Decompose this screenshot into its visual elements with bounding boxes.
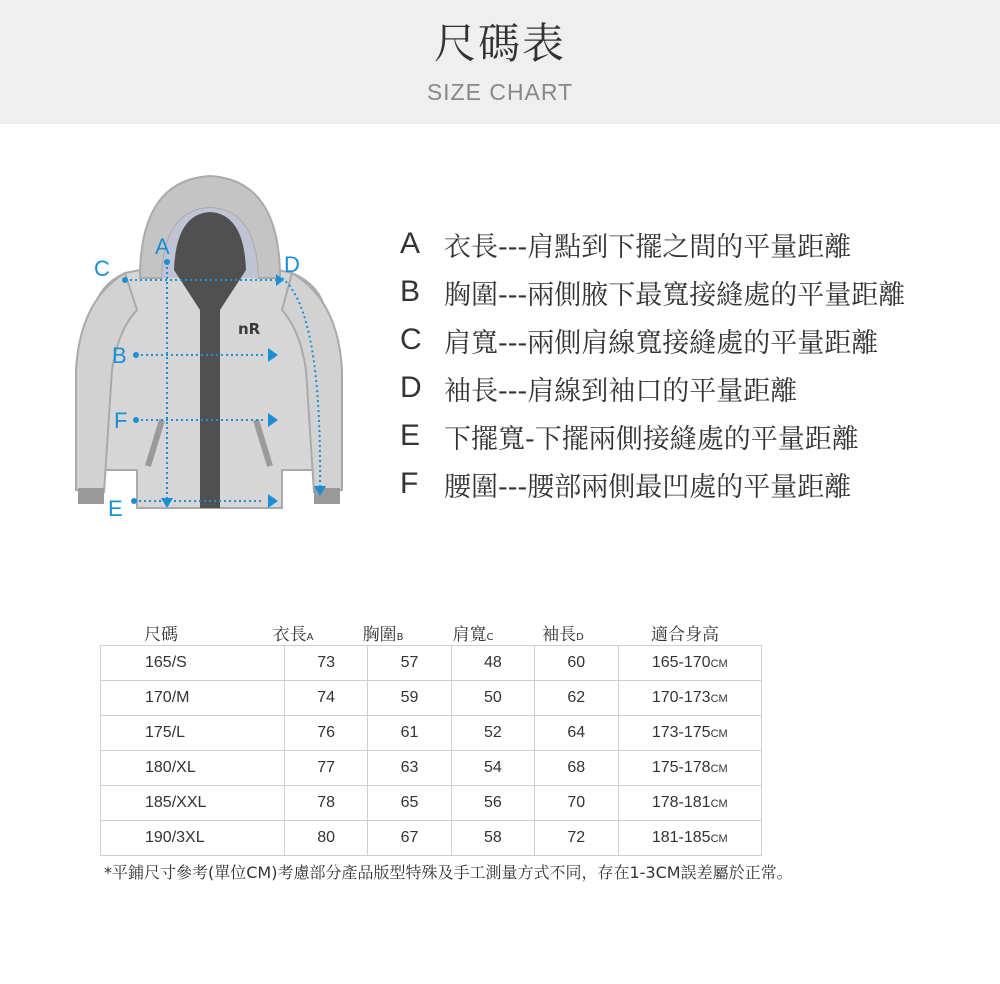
left-cuff — [78, 488, 104, 504]
table-row: 180/XL 77 63 54 68 175-178CM — [101, 751, 762, 786]
measurement-note: *平鋪尺寸參考(單位CM)考慮部分產品版型特殊及手工測量方式不同，存在1-3CM誤差屬於正常。 — [104, 863, 793, 882]
page-header — [0, 0, 1000, 124]
definition-letter: C — [400, 323, 422, 356]
header-size: 尺碼 — [144, 625, 178, 645]
definition-text: 衣長---肩點到下擺之間的平量距離 — [444, 231, 852, 263]
label-a: A — [155, 234, 170, 259]
table-header — [100, 615, 762, 645]
header-sleeve: 袖長D — [542, 625, 584, 645]
table-row: 190/3XL 80 67 58 72 181-185CM — [101, 821, 762, 856]
definition-letter: E — [400, 419, 421, 452]
label-f: F — [114, 408, 128, 433]
definition-item — [400, 460, 980, 508]
definition-item — [400, 268, 980, 316]
definition-letter: D — [400, 371, 422, 404]
label-e: E — [108, 496, 123, 521]
label-d: D — [284, 252, 300, 277]
definition-letter: F — [400, 467, 419, 500]
definition-text: 胸圍---兩側腋下最寬接縫處的平量距離 — [444, 279, 906, 311]
definition-text: 下擺寬-下擺兩側接縫處的平量距離 — [444, 423, 859, 455]
header-height: 適合身高 — [651, 625, 719, 645]
brand-logo: nR — [238, 320, 261, 338]
definition-item — [400, 220, 980, 268]
jacket-diagram — [70, 170, 350, 530]
table-row: 185/XXL 78 65 56 70 178-181CM — [101, 786, 762, 821]
size-table — [100, 615, 762, 856]
page-subtitle: SIZE CHART — [426, 79, 574, 105]
definition-letter: B — [400, 275, 421, 308]
label-c: C — [94, 256, 110, 281]
header-shoulder: 肩寬C — [452, 625, 494, 645]
page-title: 尺碼表 — [433, 19, 566, 68]
header-chest: 胸圍B — [362, 625, 404, 645]
table-row: 170/M 74 59 50 62 170-173CM — [101, 681, 762, 716]
table-row: 175/L 76 61 52 64 173-175CM — [101, 716, 762, 751]
label-b: B — [112, 343, 127, 368]
table-row: 165/S 73 57 48 60 165-170CM — [101, 646, 762, 681]
definition-item — [400, 364, 980, 412]
definition-text: 袖長---肩線到袖口的平量距離 — [444, 375, 798, 407]
header-length: 衣長A — [272, 625, 314, 645]
definition-letter: A — [400, 227, 421, 260]
definition-item — [400, 412, 980, 460]
definition-item — [400, 316, 980, 364]
definition-text: 腰圍---腰部兩側最凹處的平量距離 — [444, 471, 852, 503]
definition-text: 肩寬---兩側肩線寬接縫處的平量距離 — [444, 327, 879, 359]
measurement-definitions — [400, 220, 980, 508]
